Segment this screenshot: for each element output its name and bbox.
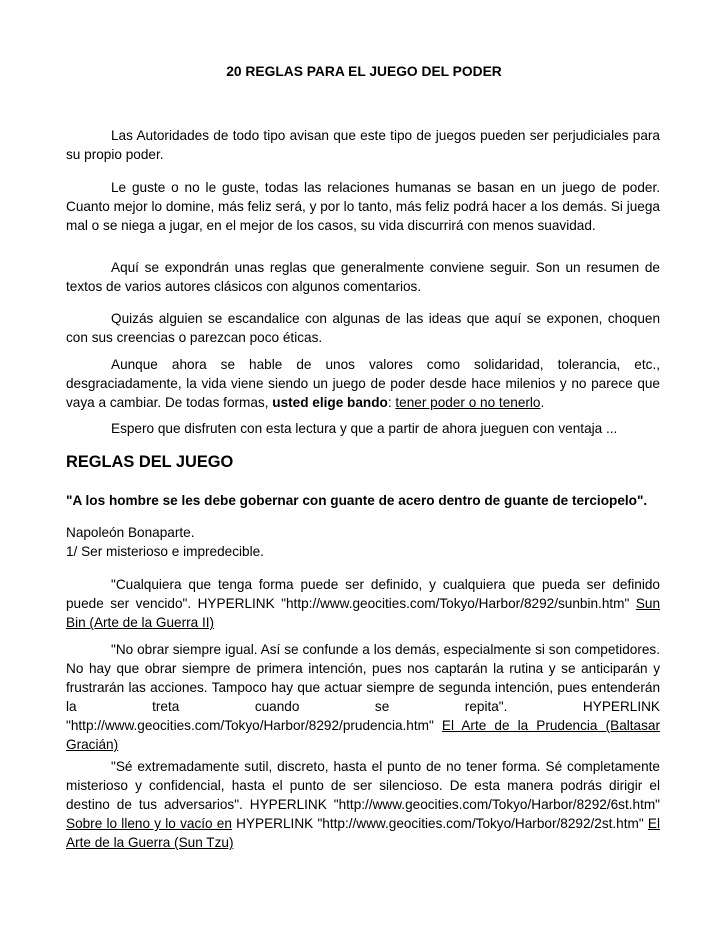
r3-mid: HYPERLINK "http://www.geocities.com/Tokyo/Harbor/8292/2st.htm"	[231, 816, 648, 831]
r3-text: "Sé extremadamente sutil, discreto, hasta el punto de no tener forma. Sé completamente misterioso y confidencial, hasta el punto de ser silencioso. De esta manera podrás dirigir el destino de tus adversarios". HYPERLINK "http://www.geocities.com/Tokyo/Harbor/8292/6st.htm"	[66, 759, 660, 812]
intro-paragraph-4: Quizás alguien se escandalice con algunas de las ideas que aquí se exponen, choquen con sus creencias o parezcan poco éticas.	[66, 311, 660, 345]
arte-guerra-link[interactable]: El Arte de la Guerra (Sun Tzu)	[66, 816, 660, 850]
intro-paragraph-6: Espero que disfruten con esta lectura y que a partir de ahora jueguen con ventaja ...	[111, 421, 618, 436]
quote-text: "A los hombre se les debe gobernar con guante de acero dentro de guante de terciopelo".	[66, 493, 648, 508]
rule-1-title: 1/ Ser misterioso e impredecible.	[66, 544, 264, 559]
quote-author: Napoleón Bonaparte.	[66, 525, 195, 540]
intro-paragraph-5	[66, 355, 660, 412]
rule-1-paragraph-1	[66, 575, 660, 632]
p5-end: .	[540, 395, 545, 410]
p5-bold: usted elige bando	[272, 395, 388, 410]
rule-1-paragraph-2	[66, 640, 660, 754]
rule-1-paragraph-3	[66, 757, 660, 852]
p5-colon: :	[387, 395, 396, 410]
document-title: 20 REGLAS PARA EL JUEGO DEL PODER	[226, 64, 502, 79]
r2-text: "No obrar siempre igual. Así se confunde a los demás, especialmente si son competidores. No hay que obrar siempre de primera intención, pues nos captarán la rutina y se anticiparán y frustrarán las acciones. Tampoco hay que actuar siempre de segunda intención, pues entenderán la treta cuando se repita". HYPERLINK "http://www.geocities.com/Tokyo/Harbor/8292/prudencia.htm"	[66, 642, 660, 733]
p5-underline: tener poder o no tenerlo	[395, 395, 541, 410]
lleno-vacio-link[interactable]: Sobre lo lleno y lo vacío en	[66, 816, 232, 831]
p5-text: Aunque ahora se hable de unos valores como solidaridad, tolerancia, etc., desgraciadamente, la vida viene siendo un juego de poder desde hace milenios y no parece que vaya a cambiar. De todas formas,	[66, 357, 660, 410]
intro-paragraph-1: Las Autoridades de todo tipo avisan que este tipo de juegos pueden ser perjudiciales para su propio poder.	[66, 128, 660, 162]
section-heading: REGLAS DEL JUEGO	[66, 453, 234, 471]
intro-paragraph-2: Le guste o no le guste, todas las relaciones humanas se basan en un juego de poder. Cuanto mejor lo domine, más feliz será, y por lo tanto, más feliz podrá hacer a los demás. Si juega mal o se niega a jugar, en el mejor de los casos, su vida discurrirá con menos suavidad.	[66, 180, 660, 233]
r1-text: "Cualquiera que tenga forma puede ser definido, y cualquiera que pueda ser definido puede ser vencido". HYPERLINK "http://www.geocities.com/Tokyo/Harbor/8292/sunbin.htm"	[66, 577, 660, 611]
intro-paragraph-3: Aquí se expondrán unas reglas que generalmente conviene seguir. Son un resumen de textos de varios autores clásicos con algunos comentarios.	[66, 260, 660, 294]
prudencia-link[interactable]: El Arte de la Prudencia (Baltasar Gracián)	[66, 718, 660, 752]
sun-bin-link[interactable]: Sun Bin (Arte de la Guerra II)	[66, 596, 660, 630]
